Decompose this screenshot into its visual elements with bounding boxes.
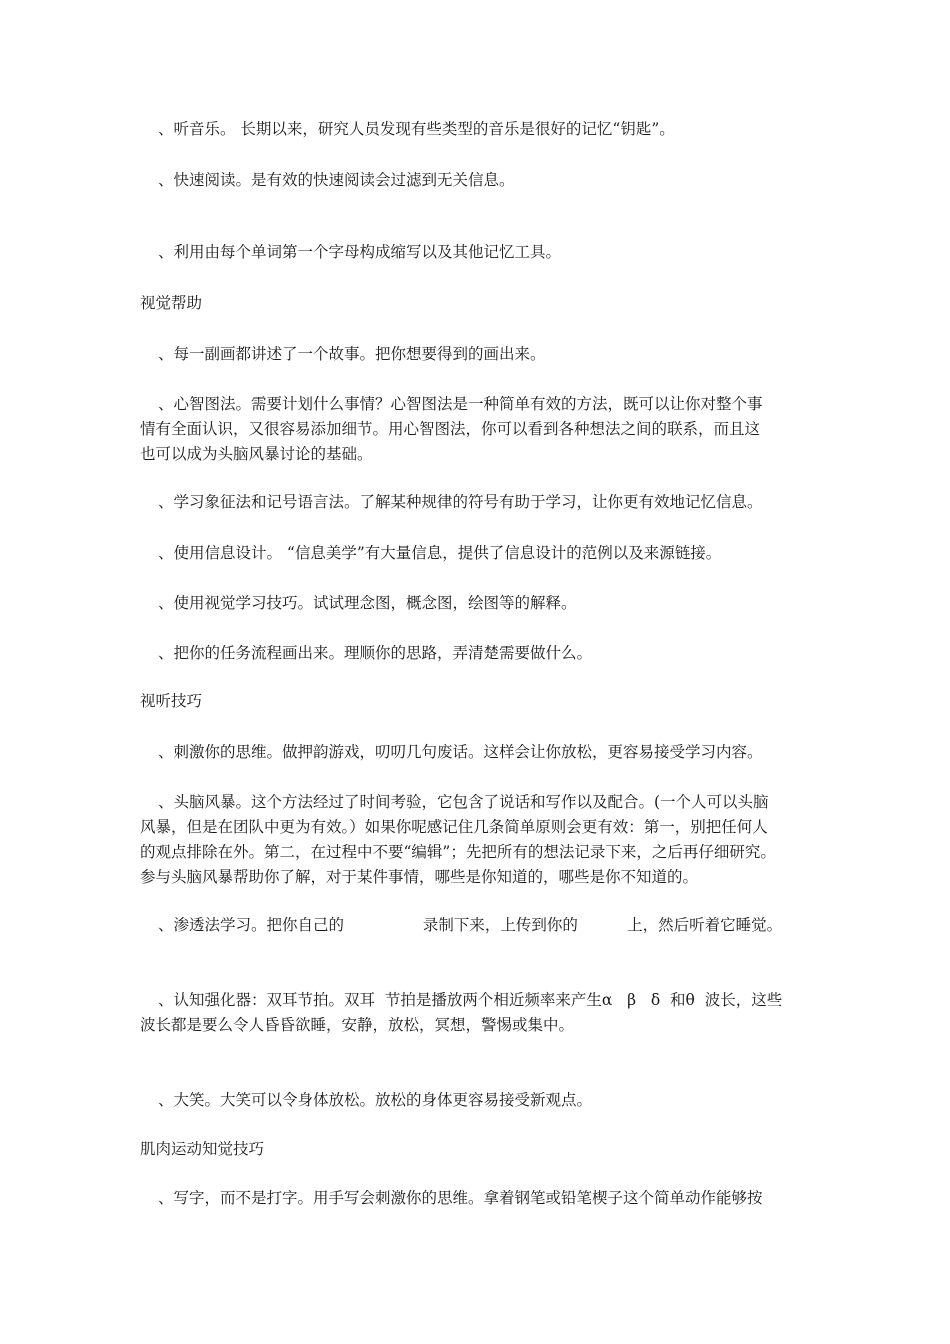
- list-item: 、使用信息设计。 “信息美学”有大量信息，提供了信息设计的范例以及来源链接。: [158, 544, 722, 562]
- list-item: 、学习象征法和记号语言法。了解某种规律的符号有助于学习，让你更有效地记忆信息。: [158, 493, 763, 511]
- list-item-line: 风暴，但是在团队中更为有效。）如果你呢感记住几条简单原则会更有效：第一，别把任何人: [140, 818, 768, 836]
- list-item-line: 、认知强化器：双耳节拍。双耳 节拍是播放两个相近频率来产生α β δ 和θ 波长，这些: [158, 991, 783, 1009]
- list-item-line: 情有全面认识，又很容易添加细节。用心智图法，你可以看到各种想法之间的联系，而且这: [140, 420, 761, 438]
- list-item-line: 也可以成为头脑风暴讨论的基础。: [140, 445, 373, 463]
- list-item: 、把你的任务流程画出来。理顺你的思路，弄清楚需要做什么。: [158, 644, 593, 662]
- list-item: 、大笑。大笑可以令身体放松。放松的身体更容易接受新观点。: [158, 1091, 593, 1109]
- list-item-line: 、头脑风暴。这个方法经过了时间考验，它包含了说话和写作以及配合。(一个人可以头脑: [158, 793, 769, 811]
- list-item: 、快速阅读。是有效的快速阅读会过滤到无关信息。: [158, 171, 515, 189]
- list-item: 、每一副画都讲述了一个故事。把你想要得到的画出来。: [158, 345, 546, 363]
- section-heading: 肌肉运动知觉技巧: [140, 1140, 265, 1158]
- list-item-line: 、心智图法。需要计划什么事情？心智图法是一种简单有效的方法，既可以让你对整个事: [158, 395, 763, 413]
- list-item-line: 参与头脑风暴帮助你了解，对于某件事情，哪些是你知道的，哪些是你不知道的。: [140, 868, 699, 886]
- list-item-line: 波长都是要么令人昏昏欲睡，安静，放松，冥想，警惕或集中。: [140, 1016, 575, 1034]
- section-heading: 视觉帮助: [140, 294, 203, 312]
- list-item: 、听音乐。 长期以来，研究人员发现有些类型的音乐是很好的记忆“钥匙”。: [158, 120, 675, 138]
- list-item: 、使用视觉学习技巧。试试理念图，概念图，绘图等的解释。: [158, 594, 577, 612]
- list-item-line: 的观点排除在外。第二，在过程中不要“编辑”；先把所有的想法记录下来，之后再仔细研究。: [140, 843, 776, 861]
- section-heading: 视听技巧: [140, 692, 203, 710]
- list-item: 、渗透法学习。把你自己的 录制下来，上传到你的 上，然后听着它睡觉。: [158, 916, 783, 934]
- list-item: 、写字，而不是打字。用手写会刺激你的思维。拿着钢笔或铅笔楔子这个简单动作能够按: [158, 1189, 763, 1207]
- list-item: 、刺激你的思维。做押韵游戏，叨叨几句废话。这样会让你放松，更容易接受学习内容。: [158, 743, 763, 761]
- list-item: 、利用由每个单词第一个字母构成缩写以及其他记忆工具。: [158, 243, 562, 261]
